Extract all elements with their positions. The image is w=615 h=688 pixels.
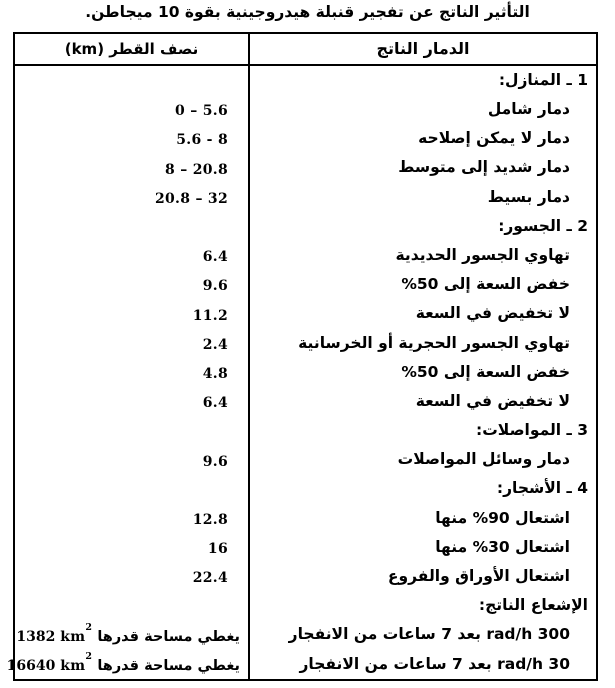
table-row — [15, 66, 596, 95]
radius-number: 9.6 — [202, 278, 228, 295]
radius-value — [16, 622, 93, 645]
damage-cell: تهاوي الجسور الحديدية — [395, 245, 570, 264]
damage-cell: اشتعال 30% منها — [435, 537, 570, 556]
table-header-row — [15, 34, 596, 66]
radius-cell — [15, 416, 250, 445]
radius-number: 16 — [207, 541, 228, 558]
damage-cell: دمار بسيط — [487, 187, 570, 206]
radius-value-wrap — [208, 538, 228, 557]
table-body — [6, 66, 596, 679]
radius-number: 1382 km — [16, 628, 86, 645]
radius-number: 4.8 — [202, 365, 228, 382]
radius-column-header: نصف القطر (km) — [64, 40, 199, 58]
damage-cell: لا تخفيض في السعة — [415, 391, 570, 410]
damage-column-header: الدمار الناتج — [376, 39, 470, 58]
radius-area-label: يغطي مساحة قدرها — [97, 628, 240, 645]
radius-value — [193, 308, 228, 324]
radius-value — [203, 454, 228, 470]
damage-cell: لا تخفيض في السعة — [415, 304, 570, 323]
radius-number: 12.8 — [192, 511, 228, 528]
radius-number: 9.6 — [202, 453, 228, 470]
table-caption: التأثير الناتج عن تفجير قنبلة هيدروجينية بقوة 10 ميجاطن. — [85, 3, 530, 21]
radius-value — [6, 651, 93, 674]
radius-cell — [15, 387, 250, 416]
damage-cell: 300 rad/h بعد 7 ساعات من الانفجار — [288, 625, 570, 644]
table-row — [15, 475, 596, 504]
radius-cell — [15, 66, 250, 95]
radius-value — [203, 337, 228, 353]
table-row — [15, 621, 596, 650]
radius-number: 2.4 — [202, 336, 228, 353]
radius-cell — [15, 270, 250, 299]
radius-value-wrap — [203, 451, 228, 470]
table-row — [6, 650, 596, 679]
radius-value — [175, 103, 228, 119]
table-row — [15, 591, 596, 620]
radius-value — [176, 132, 228, 148]
radius-number: 5.6 - 8 — [176, 132, 228, 149]
radius-value — [203, 395, 228, 411]
radius-cell — [15, 124, 250, 153]
damage-cell: 30 rad/h بعد 7 ساعات من الانفجار — [299, 654, 570, 673]
table-row — [15, 241, 596, 270]
radius-value-wrap — [165, 159, 228, 178]
radius-value-wrap — [6, 651, 240, 674]
table-row — [15, 124, 596, 153]
radius-number: 16640 km — [6, 657, 86, 674]
table-row — [15, 416, 596, 445]
radius-cell — [15, 241, 250, 270]
damage-cell: تهاوي الجسور الحجرية أو الخرسانية — [298, 333, 570, 352]
table-row — [15, 358, 596, 387]
radius-cell — [15, 300, 250, 329]
damage-cell: دمار وسائل المواصلات — [397, 450, 570, 469]
radius-superscript: 2 — [85, 622, 93, 633]
radius-cell — [15, 329, 250, 358]
table-row — [15, 95, 596, 124]
radius-value-wrap — [175, 100, 228, 119]
table-row — [15, 387, 596, 416]
radius-number: 11.2 — [192, 307, 228, 324]
radius-area-label: يغطي مساحة قدرها — [97, 657, 240, 674]
radius-number: 6.4 — [202, 249, 228, 266]
radius-value — [193, 570, 228, 586]
radius-cell — [15, 562, 250, 591]
radius-cell — [15, 95, 250, 124]
radius-value — [155, 191, 228, 207]
table-row — [15, 562, 596, 591]
table-row — [15, 533, 596, 562]
radius-value-wrap — [203, 334, 228, 353]
table-row — [15, 212, 596, 241]
radius-cell — [15, 358, 250, 387]
radius-cell — [15, 475, 250, 504]
radius-cell — [15, 183, 250, 212]
radius-value — [193, 512, 228, 528]
radius-value-wrap — [176, 129, 228, 148]
damage-cell: دمار لا يمكن إصلاحه — [418, 129, 570, 148]
radius-value-wrap — [203, 246, 228, 265]
radius-value-wrap — [203, 275, 228, 294]
radius-number: 20.8 – 32 — [154, 190, 228, 207]
table-row — [15, 154, 596, 183]
radius-cell — [15, 445, 250, 474]
radius-value — [203, 278, 228, 294]
radius-value-wrap — [193, 305, 228, 324]
radius-value-wrap — [16, 622, 240, 645]
table-row — [15, 183, 596, 212]
radius-number: 0 – 5.6 — [175, 103, 228, 120]
radius-value — [208, 541, 228, 557]
radius-cell — [15, 504, 250, 533]
damage-cell: 2 ـ الجسور: — [498, 216, 588, 235]
radius-value — [203, 249, 228, 265]
damage-cell: 1 ـ المنازل: — [498, 70, 588, 89]
table-row — [15, 504, 596, 533]
table-row — [15, 329, 596, 358]
radius-value — [165, 162, 228, 178]
radius-cell — [15, 621, 250, 650]
damage-cell: خفض السعة إلى 50% — [401, 275, 570, 294]
table-row — [15, 445, 596, 474]
radius-number: 6.4 — [202, 395, 228, 412]
radius-cell — [15, 154, 250, 183]
damage-cell: 4 ـ الأشجار: — [496, 479, 588, 498]
radius-cell — [15, 212, 250, 241]
radius-value-wrap — [155, 188, 228, 207]
radius-superscript: 2 — [85, 651, 93, 663]
radius-value-wrap — [203, 363, 228, 382]
damage-cell: دمار شديد إلى متوسط — [398, 158, 570, 177]
damage-cell: خفض السعة إلى 50% — [401, 362, 570, 381]
damage-cell: دمار شامل — [487, 100, 570, 119]
radius-cell — [15, 533, 250, 562]
radius-value-wrap — [203, 392, 228, 411]
radius-number: 8 – 20.8 — [165, 161, 228, 178]
radius-value-wrap — [193, 509, 228, 528]
radius-header-cell — [15, 34, 250, 64]
damage-cell: اشتعال الأوراق والفروع — [387, 567, 570, 586]
damage-cell: الإشعاع الناتج: — [478, 596, 588, 615]
table-row — [15, 300, 596, 329]
radius-value — [203, 366, 228, 382]
table-row — [15, 270, 596, 299]
damage-cell: 3 ـ المواصلات: — [476, 421, 588, 440]
radius-cell — [6, 650, 250, 679]
effects-table — [6, 32, 598, 681]
damage-cell: اشتعال 90% منها — [435, 508, 570, 527]
radius-cell — [15, 591, 250, 620]
radius-value-wrap — [193, 567, 228, 586]
radius-number: 22.4 — [192, 570, 228, 587]
